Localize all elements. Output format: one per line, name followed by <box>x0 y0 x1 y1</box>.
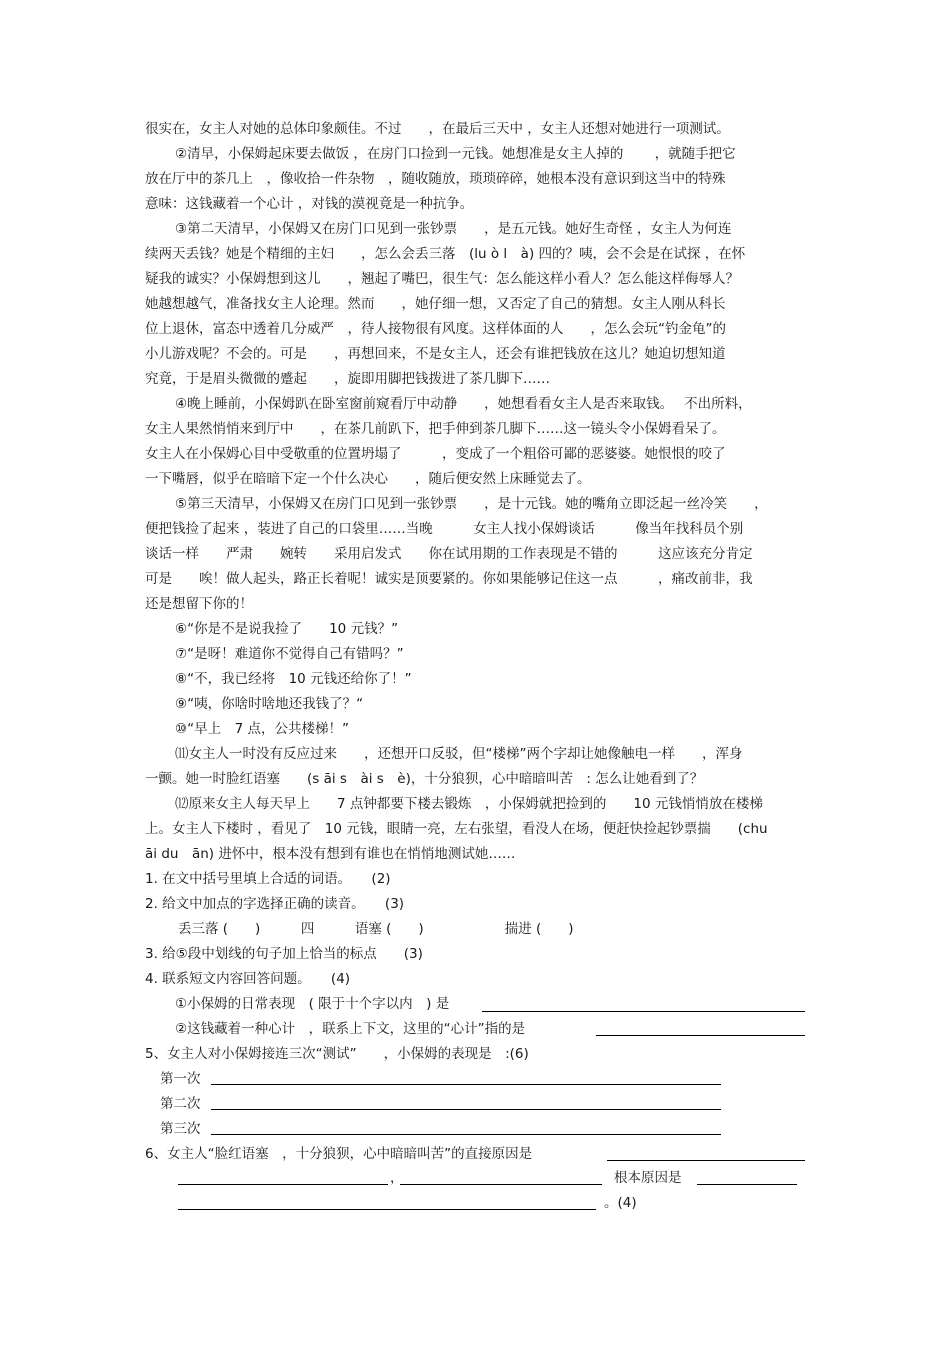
q6-root-label: 根本原因是 <box>614 1170 682 1186</box>
answer-line-q5-third[interactable] <box>211 1134 721 1135</box>
story-line: 意味：这钱藏着一个心计 ，对钱的漠视竟是一种抗争。 <box>145 196 474 212</box>
story-line: ⑿原来女主人每天早上 7 点钟都要下楼去锻炼 ，小保姆就把捡到的 10 元钱悄悄放在楼梯 <box>175 796 763 812</box>
dialogue-line: ⑨“咦，你啥时啥地还我钱了？“ <box>175 696 364 712</box>
answer-line-q6-root-1[interactable] <box>697 1184 797 1185</box>
question-4-2: ②这钱藏着一种心计 ，联系上下文，这里的“心计”指的是 <box>175 1021 526 1037</box>
answer-line-q4-1[interactable] <box>482 1011 805 1012</box>
question-2-items: 丢三落 ( ) 四 语塞 ( ) 揣进 ( ) <box>178 921 574 937</box>
story-line: 女主人在小保姆心目中受敬重的位置坍塌了 ，变成了一个粗俗可鄙的恶婆婆。她恨恨的咬了 <box>145 446 726 462</box>
question-4: 4. 联系短文内容回答问题。 (4) <box>145 971 351 987</box>
dialogue-line: ⑩“早上 7 点，公共楼梯！” <box>175 721 349 737</box>
question-6: 6、女主人“脸红语塞 ，十分狼狈，心中暗暗叫苦”的直接原因是 <box>145 1146 533 1162</box>
story-line: 小儿游戏呢？不会的。可是 ，再想回来，不是女主人，还会有谁把钱放在这儿？她迫切想知道 <box>145 346 726 362</box>
story-line: 续两天丢钱？她是个精细的主妇 ，怎么会丢三落 (lu ò l à) 四的？咦，会不会是在试探 ，在怀 <box>145 246 746 262</box>
dialogue-line: ⑧“不，我已经将 10 元钱还给你了！” <box>175 671 412 687</box>
dialogue-line: ⑥“你是不是说我捡了 10 元钱？” <box>175 621 399 637</box>
question-4-1: ①小保姆的日常表现 ( 限于十个字以内 ) 是 <box>175 996 450 1012</box>
story-line: 女主人果然悄悄来到厅中 ，在茶几前趴下，把手伸到茶几脚下……这一镜头令小保姆看呆了。 <box>145 421 726 437</box>
story-line: 可是 唉！做人起头，路正长着呢！诚实是顶要紧的。你如果能够记住这一点 ，痛改前非，我 <box>145 571 753 587</box>
answer-line-q6-direct-3[interactable] <box>400 1184 602 1185</box>
story-line: ④晚上睡前，小保姆趴在卧室窗前窥看厅中动静 ，她想看看女主人是否来取钱。 不出所料， <box>175 396 752 412</box>
story-line: 一颤。她一时脸红语塞 (s āi s ài s è)，十分狼狈，心中暗暗叫苦 : 怎么让她看到了？ <box>145 771 704 787</box>
q6-score: 。(4) <box>604 1195 637 1211</box>
story-line: āi du ān) 进怀中，根本没有想到有谁也在悄悄地测试她…… <box>145 846 516 862</box>
story-line: 放在厅中的茶几上 ，像收拾一件杂物 ，随收随放，琐琐碎碎，她根本没有意识到这当中的特殊 <box>145 171 726 187</box>
question-5: 5、女主人对小保姆接连三次“测试” ，小保姆的表现是 :(6) <box>145 1046 529 1062</box>
story-line: ③第二天清早，小保姆又在房门口见到一张钞票 ，是五元钱。她好生奇怪 ，女主人为何连 <box>175 221 732 237</box>
answer-line-q5-first[interactable] <box>211 1084 721 1085</box>
story-line: 很实在，女主人对她的总体印象颇佳。不过 ，在最后三天中 ，女主人还想对她进行一项测试。 <box>145 121 730 137</box>
q6-comma: ， <box>390 1170 404 1186</box>
answer-line-q6-direct-1[interactable] <box>607 1160 805 1161</box>
question-3: 3. 给⑤段中划线的句子加上恰当的标点 (3) <box>145 946 423 962</box>
story-line: 她越想越气，准备找女主人论理。然而 ，她仔细一想，又否定了自己的猜想。女主人刚从科长 <box>145 296 726 312</box>
question-2: 2. 给文中加点的字选择正确的读音。 (3) <box>145 896 405 912</box>
question-1: 1. 在文中括号里填上合适的词语。 (2) <box>145 871 391 887</box>
story-line: ⑾女主人一时没有反应过来 ，还想开口反驳，但“楼梯”两个字却让她像触电一样 ，浑身 <box>175 746 743 762</box>
q5-second-label: 第二次 <box>160 1096 201 1112</box>
answer-line-q6-direct-2[interactable] <box>178 1184 388 1185</box>
story-line: ②清早，小保姆起床要去做饭 ，在房门口捡到一元钱。她想准是女主人掉的 ，就随手把它 <box>175 146 736 162</box>
answer-line-q5-second[interactable] <box>211 1109 721 1110</box>
story-line: 究竟，于是眉头微微的蹙起 ，旋即用脚把钱拨进了茶几脚下…… <box>145 371 550 387</box>
q5-first-label: 第一次 <box>160 1071 201 1087</box>
story-line: 一下嘴唇，似乎在暗暗下定一个什么决心 ，随后便安然上床睡觉去了。 <box>145 471 591 487</box>
story-line: 便把钱捡了起来 ，装进了自己的口袋里……当晚 女主人找小保姆谈话 像当年找科员个别 <box>145 521 744 537</box>
story-line: ⑤第三天清早，小保姆又在房门口见到一张钞票 ，是十元钱。她的嘴角立即泛起一丝冷笑 ， <box>175 496 768 512</box>
story-line: 还是想留下你的！ <box>145 596 253 612</box>
story-line: 位上退休，富态中透着几分威严 ，待人接物很有风度。这样体面的人 ，怎么会玩“钓金龟”的 <box>145 321 726 337</box>
q5-third-label: 第三次 <box>160 1121 201 1137</box>
dialogue-line: ⑦“是呀！难道你不觉得自己有错吗？” <box>175 646 404 662</box>
story-line: 疑我的诚实？小保姆想到这儿 ，翘起了嘴巴，很生气：怎么能这样小看人？怎么能这样侮辱人？ <box>145 271 739 287</box>
answer-line-q6-root-2[interactable] <box>178 1209 596 1210</box>
answer-line-q4-2[interactable] <box>596 1035 805 1036</box>
story-line: 谈话一样 严肃 婉转 采用启发式 你在试用期的工作表现是不错的 这应该充分肯定 <box>145 546 753 562</box>
story-line: 上。女主人下楼时 ，看见了 10 元钱，眼睛一亮，左右张望，看没人在场，便赶快捡起钞票揣 (chu <box>145 821 768 837</box>
